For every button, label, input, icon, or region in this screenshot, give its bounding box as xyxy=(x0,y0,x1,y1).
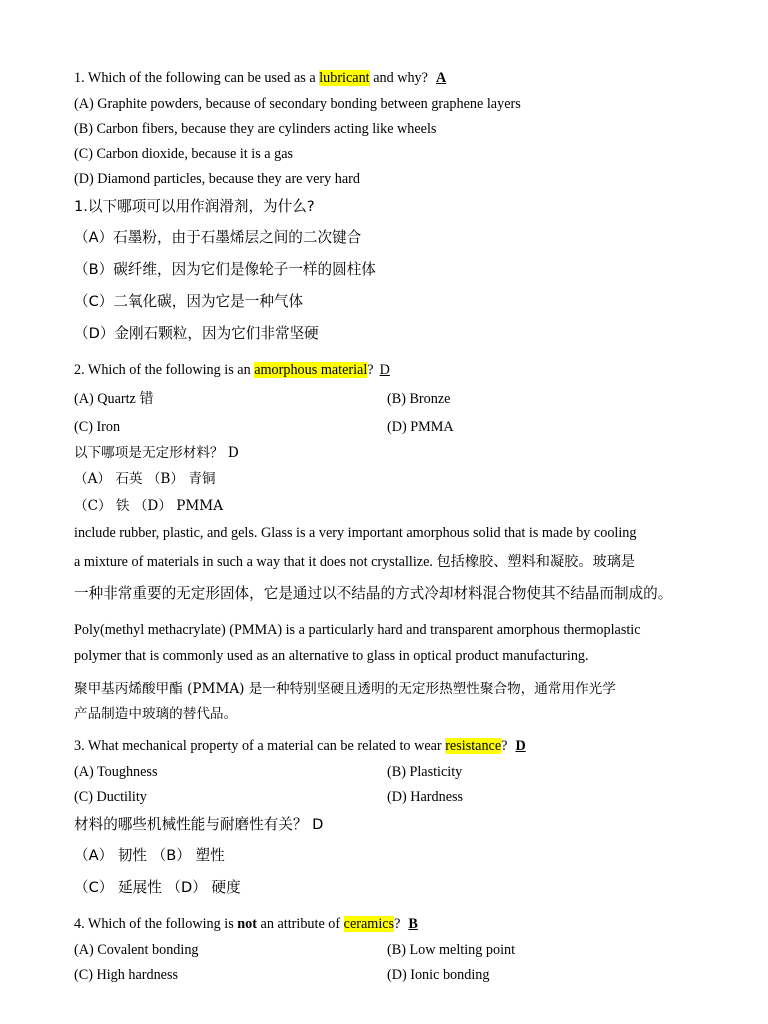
q1-option-a: (A) Graphite powders, because of secondary bonding between graphene layers xyxy=(74,96,521,112)
q2-prefix: 2. Which of the following is an xyxy=(74,362,255,378)
q1-question xyxy=(74,69,446,87)
q3-zh-options-row1: （A） 韧性 （B） 塑性 xyxy=(74,847,225,864)
q4-option-d: (D) Ionic bonding xyxy=(387,967,490,983)
note-line-6: 聚甲基丙烯酸甲酯 (PMMA) 是一种特别坚硬且透明的无定形热塑性聚合物，通常用作光学 xyxy=(74,681,616,697)
q1-zh-question: 1.以下哪项可以用作润滑剂，为什么? xyxy=(74,198,315,215)
q2-option-b: (B) Bronze xyxy=(387,391,451,407)
q4-option-a: (A) Covalent bonding xyxy=(74,942,199,958)
q3-question xyxy=(74,737,526,755)
note-line-5: polymer that is commonly used as an alternative to glass in optical product manufacturing. xyxy=(74,648,589,664)
q3-zh-options-row2: （C） 延展性 （D） 硬度 xyxy=(74,879,241,896)
q2-zh-options-row2: （C） 铁 （D） PMMA xyxy=(74,498,224,514)
q4-bold-not: not xyxy=(237,916,257,932)
q4-prefix: 4. Which of the following is xyxy=(74,916,238,932)
q1-option-c: (C) Carbon dioxide, because it is a gas xyxy=(74,146,294,162)
note-line-7: 产品制造中玻璃的替代品。 xyxy=(74,706,238,722)
q1-option-b: (B) Carbon fibers, because they are cylinders acting like wheels xyxy=(74,121,437,137)
q4-answer: B xyxy=(408,916,418,932)
q1-highlight: lubricant xyxy=(319,70,370,86)
q1-zh-option-b: （B）碳纤维，因为它们是像轮子一样的圆柱体 xyxy=(74,261,376,278)
note-line-3: 一种非常重要的无定形固体，它是通过以不结晶的方式冷却材料混合物使其不结晶而制成的。 xyxy=(74,585,673,602)
q2-zh-question: 以下哪项是无定形材料？ D xyxy=(74,445,239,461)
q3-zh-question: 材料的哪些机械性能与耐磨性有关？ D xyxy=(74,816,324,833)
q2-highlight: amorphous material xyxy=(254,362,368,378)
q2-option-a: (A) Quartz 错 xyxy=(74,391,154,407)
q4-suffix: ? xyxy=(394,916,401,932)
q3-answer: D xyxy=(515,738,526,754)
q2-option-c: (C) Iron xyxy=(74,419,121,435)
q1-zh-option-c: （C）二氧化碳，因为它是一种气体 xyxy=(74,293,304,310)
q1-option-d: (D) Diamond particles, because they are very hard xyxy=(74,171,360,187)
q3-suffix: ? xyxy=(501,738,508,754)
note-line-2: a mixture of materials in such a way that it does not crystallize. 包括橡胶、塑料和凝胶。玻璃是 xyxy=(74,554,636,570)
q3-option-c: (C) Ductility xyxy=(74,789,147,805)
q2-question xyxy=(74,361,390,379)
q1-suffix: and why? xyxy=(369,70,428,86)
q3-option-b: (B) Plasticity xyxy=(387,764,463,780)
q4-highlight: ceramics xyxy=(343,916,395,932)
q4-mid: an attribute of xyxy=(257,916,344,932)
q3-option-a: (A) Toughness xyxy=(74,764,158,780)
q3-prefix: 3. What mechanical property of a material can be related to wear xyxy=(74,738,446,754)
q1-prefix: 1. Which of the following can be used as a xyxy=(74,70,320,86)
q2-option-d: (D) PMMA xyxy=(387,419,454,435)
q4-option-b: (B) Low melting point xyxy=(387,942,516,958)
q1-zh-option-d: （D）金刚石颗粒，因为它们非常坚硬 xyxy=(74,325,319,342)
q4-option-c: (C) High hardness xyxy=(74,967,179,983)
q2-answer: D xyxy=(379,362,390,378)
note-line-1: include rubber, plastic, and gels. Glass is a very important amorphous solid that is made by cooling xyxy=(74,525,637,541)
q1-answer: A xyxy=(435,70,447,86)
note-line-4: Poly(methyl methacrylate) (PMMA) is a particularly hard and transparent amorphous thermoplastic xyxy=(74,622,641,638)
q3-highlight: resistance xyxy=(445,738,502,754)
q2-suffix: ? xyxy=(367,362,374,378)
q3-option-d: (D) Hardness xyxy=(387,789,464,805)
q2-zh-options-row1: （A） 石英 （B） 青铜 xyxy=(74,471,216,487)
q1-zh-option-a: （A）石墨粉，由于石墨烯层之间的二次键合 xyxy=(74,229,362,246)
q4-question xyxy=(74,915,418,933)
